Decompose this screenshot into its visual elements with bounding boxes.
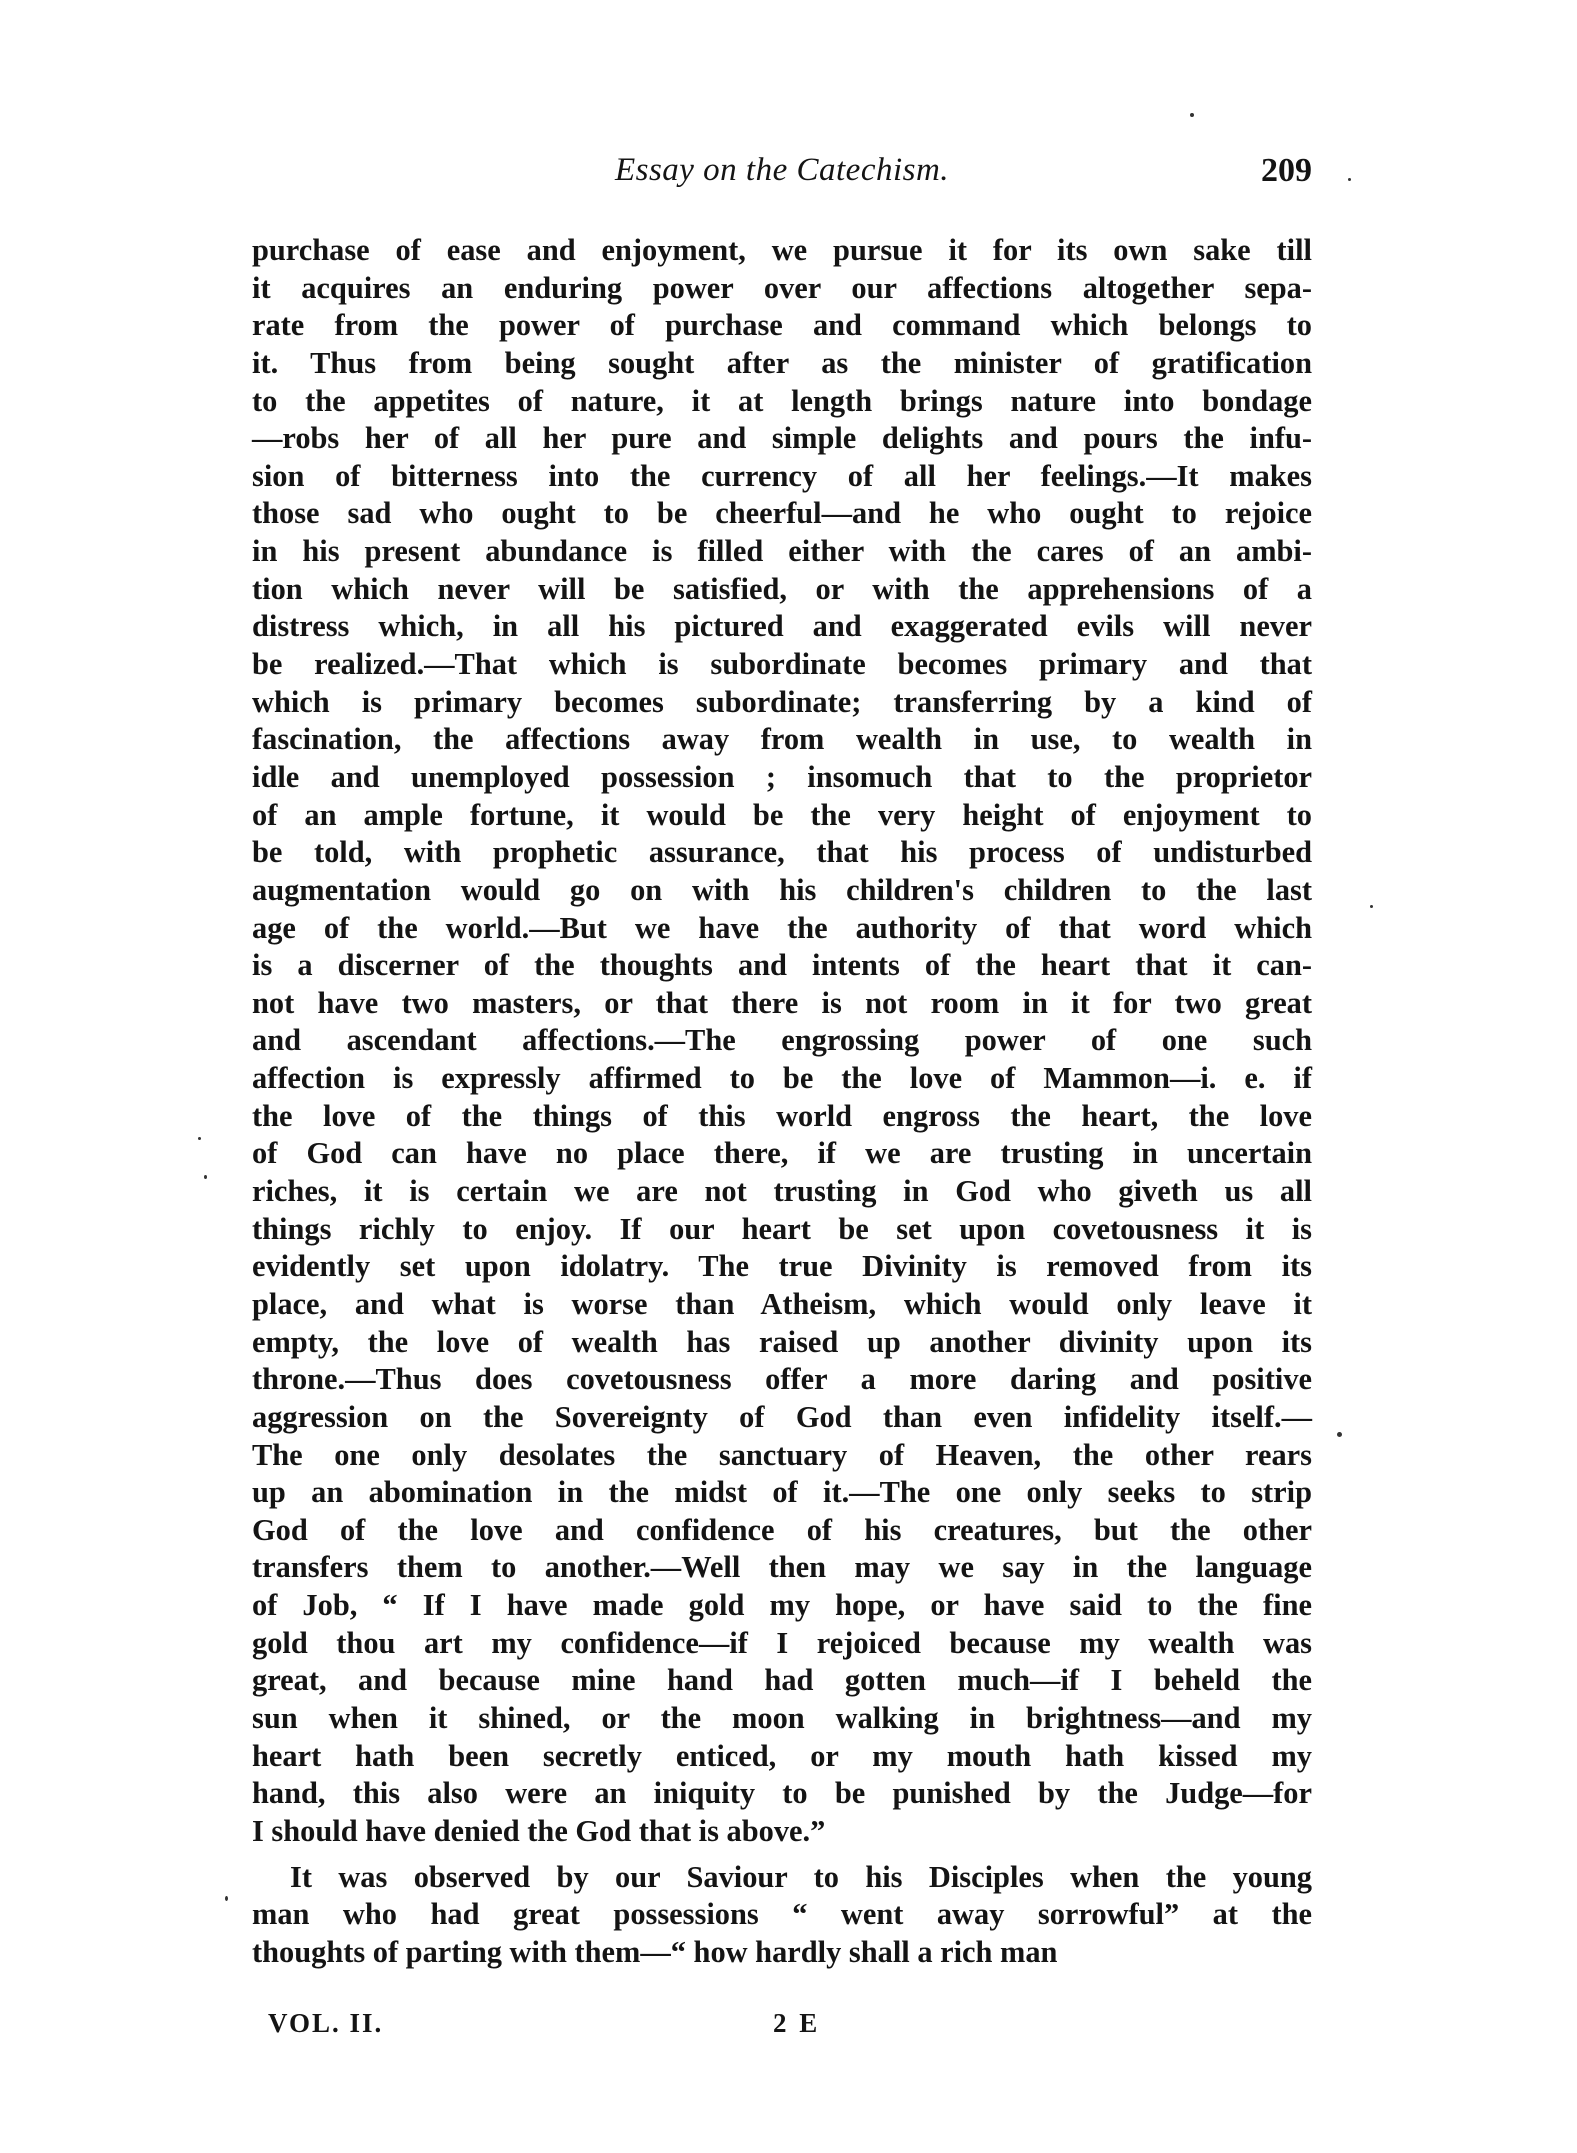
text-line: tion which never will be satisfied, or with the apprehensions of a [252, 571, 1312, 606]
text-line: purchase of ease and enjoyment, we pursue it for its own sake till [252, 233, 1312, 267]
text-line: The one only desolates the sanctuary of Heaven, the other rears [252, 1437, 1312, 1472]
running-title: Essay on the Catechism. [614, 152, 950, 188]
text-line: augmentation would go on with his children's children to the last [252, 872, 1312, 907]
text-line: riches, it is certain we are not trusting in God who giveth us all [252, 1174, 1312, 1209]
text-line: distress which, in all his pictured and exaggerated evils will never [252, 609, 1312, 644]
text-line: be told, with prophetic assurance, that his process of undisturbed [252, 835, 1312, 870]
text-line: thoughts of parting with them—“ how hardly shall a rich man [252, 1934, 1058, 1969]
text-line: empty, the love of wealth has raised up another divinity upon its [252, 1324, 1312, 1359]
text-line: of an ample fortune, it would be the very height of enjoyment to [252, 797, 1312, 832]
text-line: things richly to enjoy. If our heart be set upon covetousness it is [252, 1211, 1312, 1246]
text-line: those sad who ought to be cheerful—and he who ought to rejoice [252, 496, 1312, 531]
text-line: and ascendant affections.—The engrossing power of one such [252, 1023, 1312, 1058]
print-speck [204, 1175, 207, 1179]
text-line: I should have denied the God that is above.” [252, 1813, 826, 1848]
text-line: It was observed by our Saviour to his Disciples when the young [290, 1859, 1312, 1894]
running-head [252, 152, 1312, 202]
text-line: of God can have no place there, if we are trusting in uncertain [252, 1136, 1312, 1171]
text-line: sun when it shined, or the moon walking in brightness—and my [252, 1700, 1312, 1735]
text-line: rate from the power of purchase and command which belongs to [252, 308, 1312, 343]
text-line: sion of bitterness into the currency of all her feelings.—It makes [252, 458, 1312, 493]
text-line: aggression on the Sovereignty of God than even infidelity itself.— [252, 1399, 1312, 1434]
text-line: evidently set upon idolatry. The true Divinity is removed from its [252, 1249, 1312, 1284]
page-footer [268, 2008, 908, 2048]
text-line: to the appetites of nature, it at length brings nature into bondage [252, 383, 1312, 418]
print-speck [225, 1896, 228, 1901]
text-line: transfers them to another.—Well then may we say in the language [252, 1550, 1312, 1585]
text-line: place, and what is worse than Atheism, which would only leave it [252, 1286, 1312, 1321]
text-line: which is primary becomes subordinate; transferring by a kind of [252, 684, 1312, 719]
text-line: idle and unemployed possession ; insomuch that to the proprietor [252, 759, 1312, 794]
text-line: it acquires an enduring power over our affections altogether sepa- [252, 270, 1312, 305]
text-line: great, and because mine hand had gotten much—if I beheld the [252, 1663, 1312, 1698]
print-speck [1370, 905, 1373, 908]
paragraph [252, 232, 1312, 1851]
body-text [252, 232, 1312, 1971]
text-line: is a discerner of the thoughts and intents of the heart that it can- [252, 948, 1312, 983]
page-number: 209 [1261, 152, 1312, 189]
print-speck [1348, 178, 1351, 181]
text-line: affection is expressly affirmed to be the love of Mammon—i. e. if [252, 1061, 1312, 1096]
text-line: gold thou art my confidence—if I rejoiced because my wealth was [252, 1625, 1312, 1660]
print-speck [198, 1137, 201, 1140]
text-line: not have two masters, or that there is not room in it for two great [252, 985, 1312, 1020]
text-line: man who had great possessions “ went away sorrowful” at the [252, 1897, 1312, 1932]
text-line: the love of the things of this world engross the heart, the love [252, 1098, 1312, 1133]
print-speck [1337, 1432, 1342, 1437]
text-line: of Job, “ If I have made gold my hope, or have said to the fine [252, 1588, 1312, 1623]
print-speck [1190, 113, 1194, 117]
text-line: fascination, the affections away from wealth in use, to wealth in [252, 722, 1312, 757]
text-line: age of the world.—But we have the authority of that word which [252, 910, 1312, 945]
text-line: be realized.—That which is subordinate becomes primary and that [252, 647, 1312, 682]
text-line: heart hath been secretly enticed, or my mouth hath kissed my [252, 1738, 1312, 1773]
text-line: up an abomination in the midst of it.—The one only seeks to strip [252, 1475, 1312, 1510]
volume-marker: VOL. II. [268, 2008, 384, 2038]
text-line: —robs her of all her pure and simple delights and pours the infu- [252, 421, 1312, 456]
text-line: God of the love and confidence of his creatures, but the other [252, 1512, 1312, 1547]
signature-mark: 2 E [773, 2008, 821, 2038]
paragraph [252, 1859, 1312, 1972]
text-line: it. Thus from being sought after as the minister of gratification [252, 345, 1312, 380]
text-line: in his present abundance is filled either with the cares of an ambi- [252, 534, 1312, 569]
text-line: hand, this also were an iniquity to be punished by the Judge—for [252, 1776, 1312, 1811]
text-line: throne.—Thus does covetousness offer a more daring and positive [252, 1362, 1312, 1397]
